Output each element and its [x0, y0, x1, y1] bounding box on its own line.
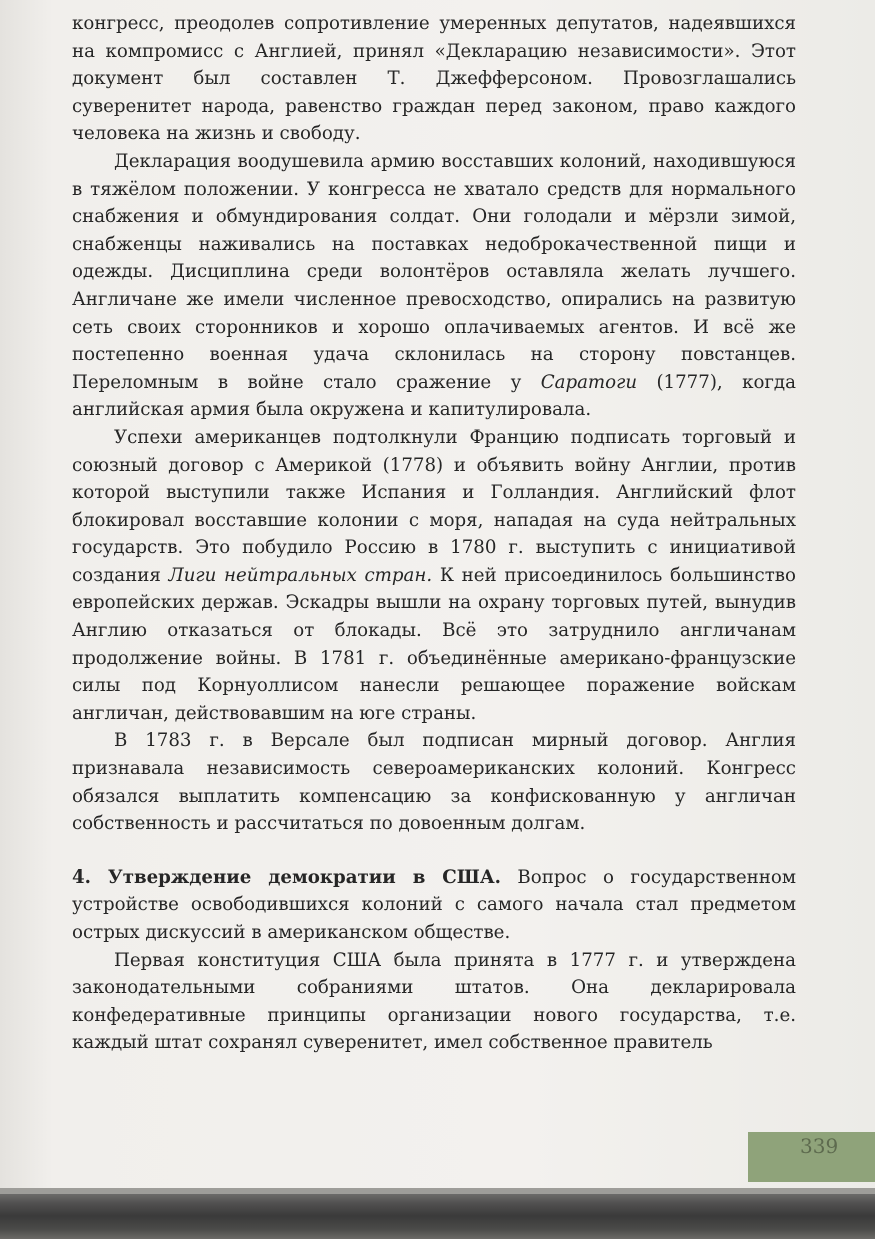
paragraph-5 [72, 864, 796, 947]
paragraph-4-text: В 1783 г. в Версале был подписан мирный договор. Англия признавала независимость североамериканских колоний. Конгресс обязался выплатить компенсацию за конфискованную у англичан собственность и рассчитаться по довоенным долгам. [72, 730, 796, 835]
page-edge [0, 1188, 875, 1194]
paragraph-2 [72, 148, 796, 424]
section-gap [72, 838, 796, 864]
league-term: Лиги нейтральных стран. [168, 564, 433, 586]
paragraph-2-text: Декларация воодушевила армию восставших колоний, находившуюся в тяжёлом положении. У конгресса не хватало средств для нормального снабжения и обмундирования солдат. Они голодали и мёрзли зимой, снабженцы наживались на поставках недоброкачественной пищи и одежды. Дисциплина среди волонтёров оставляла желать лучшего. Англичане же имели численное превосходство, опирались на развитую сеть своих сторонников и хорошо оплачиваемых агентов. И всё же постепенно военная удача склонилась на сторону повстанцев. Переломным в войне стало сражение у [72, 150, 796, 393]
paragraph-4 [72, 727, 796, 837]
paragraph-1-text: конгресс, преодолев сопротивление умеренных депутатов, надеявшихся на компромисс с Англией, принял «Декларацию независимости». Этот документ был составлен Т. Джефферсоном. Провозглашались суверенитет народа, равенство граждан перед законом, право каждого человека на жизнь и свободу. [72, 13, 796, 145]
section-heading: 4. Утверждение демократии в США. [72, 866, 501, 888]
paragraph-6-text: Первая конституция США была принята в 1777 г. и утверждена законодательными собраниями штатов. Она декларировала конфедеративные принципы организации нового государства, т.е. каждый штат сохранял суверенитет, имел собственное правитель [72, 949, 796, 1054]
text-column [72, 10, 796, 1057]
paragraph-3-text: Успехи американцев подтолкнули Францию подписать торговый и союзный договор с Америкой (1778) и объявить войну Англии, против которой выступили также Испания и Голландия. Английский флот блокировал восставшие колонии с моря, нападая на суда нейтральных государств. Это побудило Россию в 1780 г. выступить с инициативой создания [72, 426, 796, 586]
page-number: 339 [800, 1134, 839, 1158]
paragraph-6 [72, 947, 796, 1057]
paragraph-3 [72, 424, 796, 728]
paragraph-1 [72, 10, 796, 148]
paragraph-2-end: (1777), когда английская армия была окружена и капитулировала. [72, 371, 796, 421]
paragraph-5-text: Вопрос о государственном устройстве освободившихся колоний с самого начала стал предметом острых дискуссий в американском обществе. [72, 866, 796, 943]
book-gutter-shadow [0, 1188, 875, 1239]
saratoga-term: Саратоги [540, 371, 638, 393]
paragraph-3-end: К ней присоединилось большинство европейских держав. Эскадры вышли на охрану торговых путей, вынудив Англию отказаться от блокады. Всё это затруднило англичанам продолжение войны. В 1781 г. объединённые американо-французские силы под Корнуоллисом нанесли решающее поражение войскам англичан, действовавшим на юге страны. [72, 564, 796, 724]
